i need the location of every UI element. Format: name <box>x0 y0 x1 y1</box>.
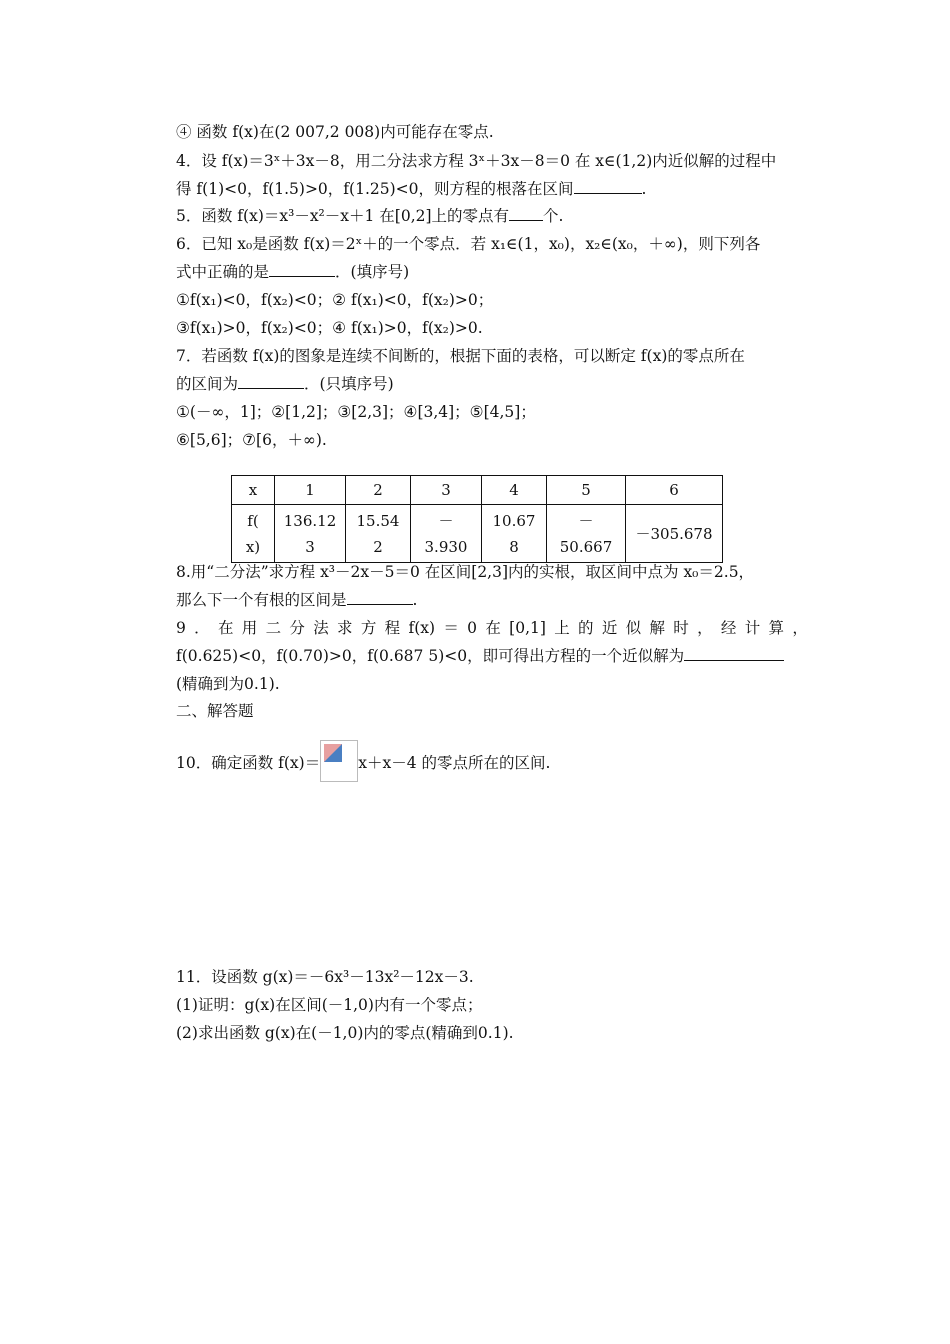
q9-word: ， <box>697 619 713 637</box>
table-header-cell: 4 <box>482 476 547 505</box>
q6-options-2: ③f(x₁)>0，f(x₂)<0；④ f(x₁)>0，f(x₂)>0. <box>176 319 483 337</box>
q9-word: 法 <box>313 619 329 637</box>
cell-top: 10.67 <box>492 511 536 530</box>
value-table <box>231 475 723 563</box>
q9-word: ， <box>792 619 808 637</box>
q9-word: ＝ <box>443 619 459 637</box>
table-cell <box>482 505 547 563</box>
table-header-cell: 2 <box>346 476 411 505</box>
table-row-label <box>232 505 275 563</box>
cell-top: － <box>438 511 454 530</box>
table-header-cell: x <box>232 476 275 505</box>
q9-word: 二 <box>265 619 282 637</box>
table-cell <box>411 505 482 563</box>
q9-word: 解 <box>649 619 665 637</box>
q5-answer-blank[interactable] <box>509 206 543 221</box>
q9-word: 方 <box>360 619 377 637</box>
q7-line-2 <box>176 373 394 395</box>
q6-line-1: 6．已知 x₀是函数 f(x)＝2ˣ＋的一个零点．若 x₁∈(1，x₀)，x₂∈(x₀，＋∞)，则下列各 <box>176 235 761 253</box>
q7-line-1: 7．若函数 f(x)的图象是连续不间断的，根据下面的表格，可以断定 f(x)的零点所在 <box>176 347 745 365</box>
cell-bottom: 50.667 <box>559 537 613 556</box>
q9-word: 近 <box>601 619 618 637</box>
q9-word: 求 <box>337 619 353 637</box>
q9-word: 的 <box>578 619 594 637</box>
q9-word: 时 <box>673 619 689 637</box>
section-heading: 二、解答题 <box>176 702 254 720</box>
row-label-top: f( <box>247 511 259 530</box>
table-cell <box>346 505 411 563</box>
q9-word: 0 <box>467 619 478 637</box>
cell-bottom: 3 <box>305 537 315 556</box>
cell-top: 15.54 <box>356 511 400 530</box>
q5-line <box>176 205 563 227</box>
q8-text: 那么下一个有根的区间是 <box>176 591 347 609</box>
q6-end: ．(填序号) <box>335 263 410 281</box>
q6-answer-blank[interactable] <box>269 262 335 277</box>
cell-top: 136.12 <box>283 511 337 530</box>
q11-line-1: 11．设函数 g(x)＝－6x³－13x²－12x－3. <box>176 968 474 986</box>
table-cell <box>275 505 346 563</box>
broken-image-icon <box>320 740 358 782</box>
q8-end: . <box>412 591 418 609</box>
q8-line-1: 8.用“二分法”求方程 x³－2x－5＝0 在区间[2,3]内的实根，取区间中点为 x₀＝2.5， <box>176 563 755 581</box>
q9-text: f(0.625)<0，f(0.70)>0，f(0.687 5)<0，即可得出方程的一个近似解为 <box>176 647 685 665</box>
q7-answer-blank[interactable] <box>238 374 304 389</box>
q4-line-2 <box>176 178 646 200</box>
q5-text: 5．函数 f(x)＝x³－x²－x＋1 在[0,2]上的零点有 <box>176 207 510 225</box>
q9-word: 9 <box>176 619 186 637</box>
cell-bottom: 2 <box>373 537 383 556</box>
table-header-cell: 3 <box>411 476 482 505</box>
q9-word: 计 <box>744 619 761 637</box>
q11-line-2: (1)证明：g(x)在区间(－1,0)内有一个零点； <box>176 996 483 1014</box>
table-header-cell: 1 <box>275 476 346 505</box>
q11-line-3: (2)求出函数 g(x)在(－1,0)内的零点(精确到0.1). <box>176 1024 514 1042</box>
q10-end: x＋x－4 的零点所在的区间. <box>358 754 551 772</box>
q4-end: . <box>641 180 647 198</box>
q4-answer-blank[interactable] <box>574 179 642 194</box>
q9-line-1 <box>176 617 808 639</box>
table-header-cell: 5 <box>547 476 626 505</box>
q10-line <box>176 740 550 782</box>
q9-word: ． <box>194 619 210 637</box>
cell-bottom: 3.930 <box>424 537 468 556</box>
q7-options-2: ⑥[5,6]；⑦[6，＋∞). <box>176 431 327 449</box>
q7-end: ．(只填序号) <box>304 375 394 393</box>
q9-word: [0,1] <box>509 619 546 637</box>
q9-line-3: (精确到为0.1). <box>176 675 280 693</box>
q9-word: 上 <box>554 619 570 637</box>
q9-line-2 <box>176 645 784 667</box>
q9-answer-blank[interactable] <box>684 646 784 661</box>
cell-bottom: 8 <box>509 537 519 556</box>
q8-line-2 <box>176 589 417 611</box>
q9-word: 在 <box>217 619 234 637</box>
table-row <box>232 505 723 563</box>
cell-top: － <box>578 511 594 530</box>
table-header-row <box>232 476 723 505</box>
q8-answer-blank[interactable] <box>347 590 413 605</box>
row-label-bottom: x) <box>245 537 261 556</box>
q6-options-1: ①f(x₁)<0，f(x₂)<0；② f(x₁)<0，f(x₂)>0； <box>176 291 494 309</box>
q9-word: 分 <box>289 619 305 637</box>
q6-text: 式中正确的是 <box>176 263 270 281</box>
q9-word: f(x) <box>408 619 436 637</box>
q9-word: 在 <box>485 619 501 637</box>
table-cell <box>547 505 626 563</box>
q7-text: 的区间为 <box>176 375 239 393</box>
q7-options-1: ①(－∞，1]；②[1,2]；③[2,3]；④[3,4]；⑤[4,5]； <box>176 403 536 421</box>
q9-word: 算 <box>768 619 785 637</box>
q4-line-1: 4．设 f(x)＝3ˣ＋3x－8，用二分法求方程 3ˣ＋3x－8＝0 在 x∈(1,2)内近似解的过程中 <box>176 152 777 170</box>
q9-word: 程 <box>384 619 401 637</box>
q9-word: 经 <box>720 619 737 637</box>
q10-text: 10．确定函数 f(x)＝ <box>176 754 321 772</box>
option-4-line: ④ 函数 f(x)在(2 007,2 008)内可能存在零点. <box>176 123 494 141</box>
table-header-cell: 6 <box>626 476 723 505</box>
q6-line-2 <box>176 261 409 283</box>
q9-word: 用 <box>241 619 258 637</box>
q5-end: 个. <box>543 207 564 225</box>
q4-text: 得 f(1)<0，f(1.5)>0，f(1.25)<0，则方程的根落在区间 <box>176 180 574 198</box>
q9-word: 似 <box>625 619 642 637</box>
table-cell: －305.678 <box>626 505 723 563</box>
